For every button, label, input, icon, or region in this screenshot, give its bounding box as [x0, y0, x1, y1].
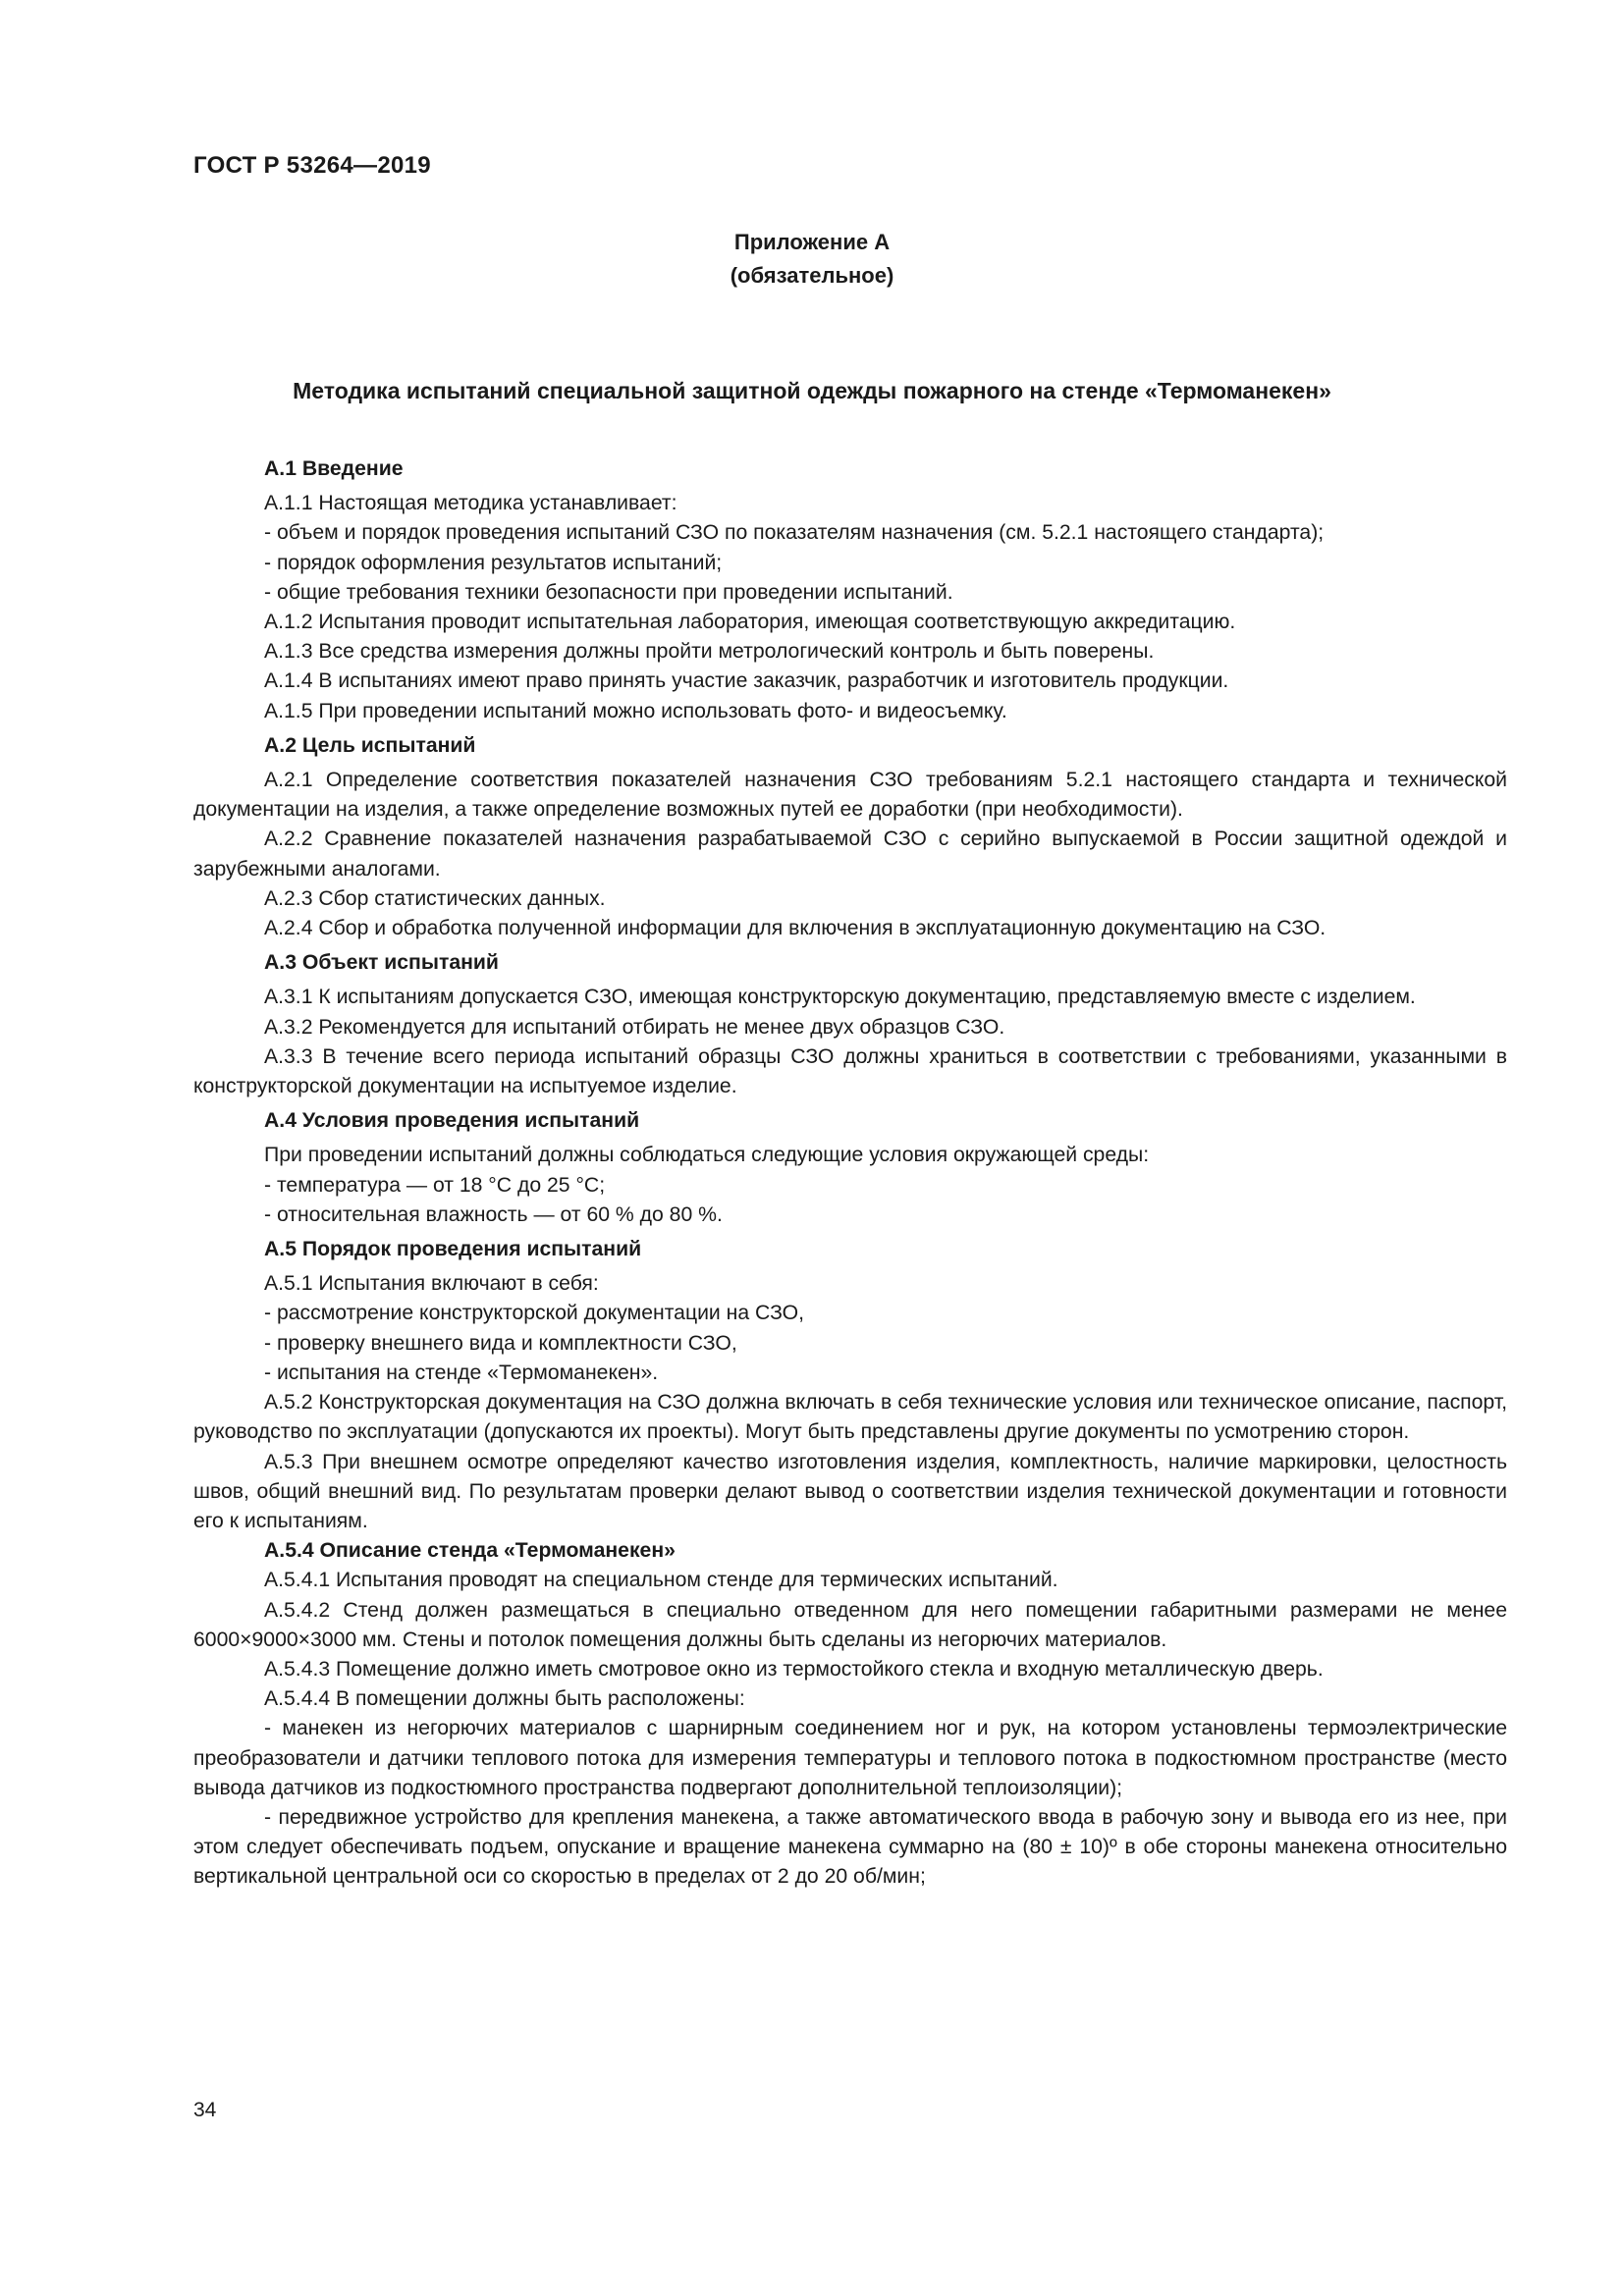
- section-heading-a3: А.3 Объект испытаний: [264, 951, 499, 975]
- paragraph-a3-1: А.3.1 К испытаниям допускается СЗО, имеющая конструкторскую документацию, представляемую вместе с изделием.: [264, 986, 1416, 1009]
- paragraph-a5-4-2: А.5.4.2 Стенд должен размещаться в специально отведенном для него помещении габаритными размерами не менее 6000×9000×3000 мм. Стены и потолок помещения должны быть сделаны из негорючих материалов.: [193, 1598, 1507, 1651]
- document-code: ГОСТ Р 53264—2019: [193, 152, 431, 179]
- paragraph-a1-4: А.1.4 В испытаниях имеют право принять участие заказчик, разработчик и изготовитель продукции.: [264, 669, 1229, 693]
- paragraph-a1-3: А.1.3 Все средства измерения должны пройти метрологический контроль и быть поверены.: [264, 640, 1155, 664]
- list-item: - рассмотрение конструкторской документации на СЗО,: [264, 1302, 804, 1325]
- paragraph-a3-3: А.3.3 В течение всего периода испытаний образцы СЗО должны храниться в соответствии с требованиями, указанными в конструкторской документации на испытуемое изделие.: [193, 1044, 1507, 1098]
- list-item: - передвижное устройство для крепления манекена, а также автоматического ввода в рабочую зону и вывода его из нее, при этом следует обеспечивать подъем, опускание и вращение манекена суммарно на (80 ± 10)º в обе стороны манекена относительно вертикальной центральной оси со скоростью в пределах от 2 до 20 об/мин;: [193, 1805, 1507, 1889]
- list-item: - общие требования техники безопасности при проведении испытаний.: [264, 580, 953, 604]
- list-item: - проверку внешнего вида и комплектности СЗО,: [264, 1331, 737, 1355]
- page-number: 34: [193, 2099, 217, 2121]
- paragraph-a5-4-1: А.5.4.1 Испытания проводят на специальном стенде для термических испытаний.: [264, 1569, 1058, 1592]
- paragraph-a5-2: А.5.2 Конструкторская документация на СЗО должна включать в себя технические условия или техническое описание, паспорт, руководство по эксплуатации (допускаются их проекты). Могут быть представлены другие документы по усмотрению сторон.: [193, 1391, 1507, 1444]
- list-item: - манекен из негорючих материалов с шарнирным соединением ног и рук, на котором установлены термоэлектрические преобразователи и датчики теплового потока для измерения температуры и теплового потока в подкостюмном пространстве (место вывода датчиков из подкостюмного пространства подвергают дополнительной теплоизоляции);: [193, 1717, 1507, 1799]
- paragraph-a2-1: А.2.1 Определение соответствия показателей назначения СЗО требованиям 5.2.1 настоящего стандарта и технической документации на изделия, а также определение возможных путей ее доработки (при необходимости).: [193, 769, 1507, 822]
- list-item: - температура — от 18 °С до 25 °С;: [264, 1173, 606, 1197]
- paragraph-a1-1: А.1.1 Настоящая методика устанавливает:: [264, 492, 677, 515]
- annex-heading: [193, 226, 1431, 293]
- section-heading-a5: А.5 Порядок проведения испытаний: [264, 1238, 642, 1261]
- paragraph-a5-3: А.5.3 При внешнем осмотре определяют качество изготовления изделия, комплектность, наличие маркировки, целостность швов, общий внешний вид. По результатам проверки делают вывод о соответствии изделия технической документации и готовности его к испытаниям.: [193, 1450, 1507, 1532]
- list-item: - порядок оформления результатов испытаний;: [264, 551, 723, 574]
- paragraph-a4-1: При проведении испытаний должны соблюдаться следующие условия окружающей среды:: [264, 1144, 1150, 1167]
- section-heading-a1: А.1 Введение: [264, 457, 404, 480]
- paragraph-a5-1: А.5.1 Испытания включают в себя:: [264, 1272, 599, 1296]
- annex-label: Приложение А: [733, 230, 891, 254]
- document-body: [193, 450, 1507, 1893]
- paragraph-a5-4-4: А.5.4.4 В помещении должны быть расположены:: [264, 1687, 745, 1711]
- paragraph-a2-2: А.2.2 Сравнение показателей назначения разрабатываемой СЗО с серийно выпускаемой в России защитной одеждой и зарубежными аналогами.: [193, 828, 1507, 881]
- paragraph-a3-2: А.3.2 Рекомендуется для испытаний отбирать не менее двух образцов СЗО.: [264, 1015, 1005, 1039]
- section-heading-a4: А.4 Условия проведения испытаний: [264, 1109, 640, 1133]
- list-item: - относительная влажность — от 60 % до 80 %.: [264, 1202, 723, 1226]
- paragraph-a2-4: А.2.4 Сбор и обработка полученной информации для включения в эксплуатационную документацию на СЗО.: [264, 917, 1326, 940]
- section-heading-a2: А.2 Цель испытаний: [264, 733, 476, 757]
- paragraph-a1-2: А.1.2 Испытания проводит испытательная лаборатория, имеющая соответствующую аккредитацию.: [264, 611, 1236, 634]
- paragraph-a1-5: А.1.5 При проведении испытаний можно использовать фото- и видеосъемку.: [264, 699, 1007, 722]
- paragraph-a2-3: А.2.3 Сбор статистических данных.: [264, 886, 606, 910]
- document-title: Методика испытаний специальной защитной одежды пожарного на стенде «Термоманекен»: [293, 378, 1331, 403]
- list-item: - испытания на стенде «Термоманекен».: [264, 1361, 659, 1384]
- paragraph-a5-4-3: А.5.4.3 Помещение должно иметь смотровое окно из термостойкого стекла и входную металлическую дверь.: [264, 1657, 1324, 1681]
- list-item: - объем и порядок проведения испытаний СЗО по показателям назначения (см. 5.2.1 настоящего стандарта);: [264, 521, 1325, 545]
- subsection-heading-a5-4: А.5.4 Описание стенда «Термоманекен»: [264, 1539, 676, 1563]
- annex-status: (обязательное): [730, 263, 894, 288]
